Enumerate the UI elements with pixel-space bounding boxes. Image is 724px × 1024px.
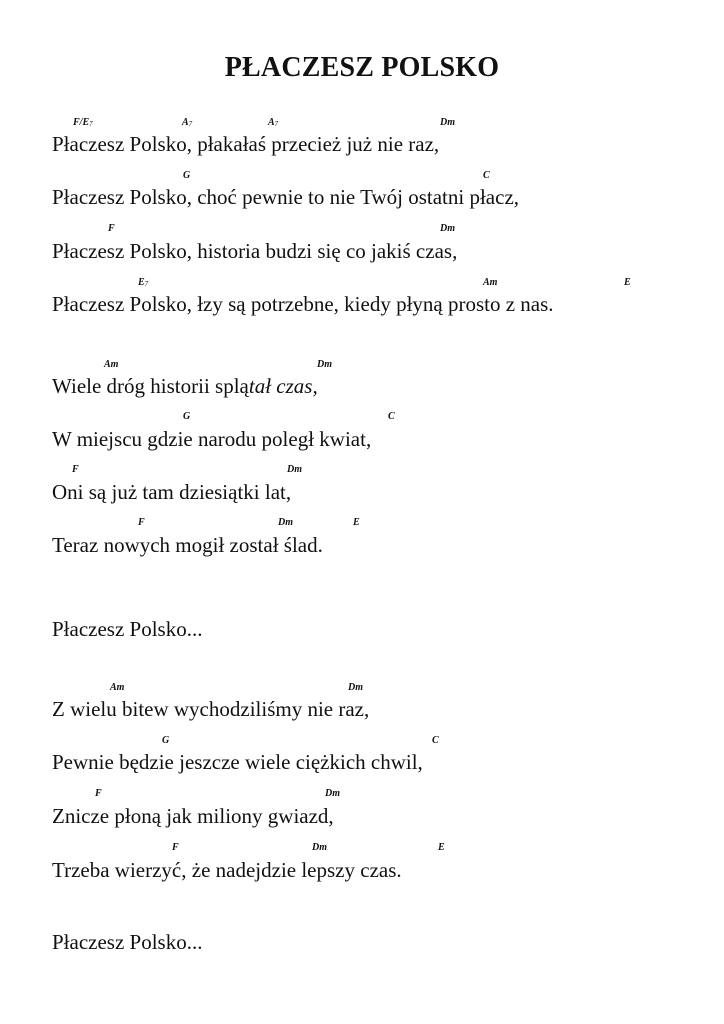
chord-g: G [183, 411, 191, 422]
lyric-text: Wiele dróg historii splą [52, 374, 249, 398]
chord-f: F [72, 464, 79, 475]
chord-am: Am [110, 682, 125, 693]
lyric-text-italic: tał czas, [248, 374, 318, 398]
lyric-line: Płaczesz Polsko, choć pewnie to nie Twój ostatni płacz, [52, 185, 520, 209]
chord-am: Am [483, 277, 498, 288]
lyric-line [52, 374, 318, 398]
chord-c: C [483, 170, 490, 181]
lyric-line: Trzeba wierzyć, że nadejdzie lepszy czas. [52, 858, 402, 882]
chord-dm: Dm [440, 117, 455, 128]
lyric-line: Płaczesz Polsko, płakałaś przecież już nie raz, [52, 132, 440, 156]
chord-e: E [353, 517, 360, 528]
chord-g: G [183, 170, 191, 181]
chord-dm: Dm [348, 682, 363, 693]
chord-e: E [438, 842, 445, 853]
song-title: PŁACZESZ POLSKO [224, 52, 500, 83]
lyric-line: Płaczesz Polsko, łzy są potrzebne, kiedy płyną prosto z nas. [52, 292, 554, 316]
lyric-line: Znicze płoną jak miliony gwiazd, [52, 804, 334, 828]
chord-e7: $E_7$ [138, 277, 149, 288]
chord-a7: $A_7$ [268, 117, 279, 128]
chord-fe7: $F/E_7$ [73, 117, 93, 128]
chord-dm: Dm [278, 517, 293, 528]
chord-dm: Dm [317, 359, 332, 370]
lyric-line: W miejscu gdzie narodu poległ kwiat, [52, 427, 372, 451]
lyric-line: Pewnie będzie jeszcze wiele ciężkich chwil, [52, 750, 423, 774]
chord-f: F [108, 223, 115, 234]
refrain-line: Płaczesz Polsko... [52, 617, 203, 641]
chord-dm: Dm [312, 842, 327, 853]
chord-dm: Dm [440, 223, 455, 234]
chord-dm: Dm [287, 464, 302, 475]
chord-f: F [95, 788, 102, 799]
chord-g: G [162, 735, 170, 746]
refrain-line: Płaczesz Polsko... [52, 930, 203, 954]
lyric-line: Oni są już tam dziesiątki lat, [52, 480, 292, 504]
chord-e: E [624, 277, 631, 288]
chord-dm: Dm [325, 788, 340, 799]
chord-f: F [172, 842, 179, 853]
chord-c: C [388, 411, 395, 422]
lyric-line: Płaczesz Polsko, historia budzi się co jakiś czas, [52, 239, 458, 263]
chord-c: C [432, 735, 439, 746]
chord-f: F [138, 517, 145, 528]
chord-a7: $A_7$ [182, 117, 193, 128]
lyric-line: Teraz nowych mogił został ślad. [52, 533, 323, 557]
chord-am: Am [104, 359, 119, 370]
lyric-line: Z wielu bitew wychodziliśmy nie raz, [52, 697, 370, 721]
